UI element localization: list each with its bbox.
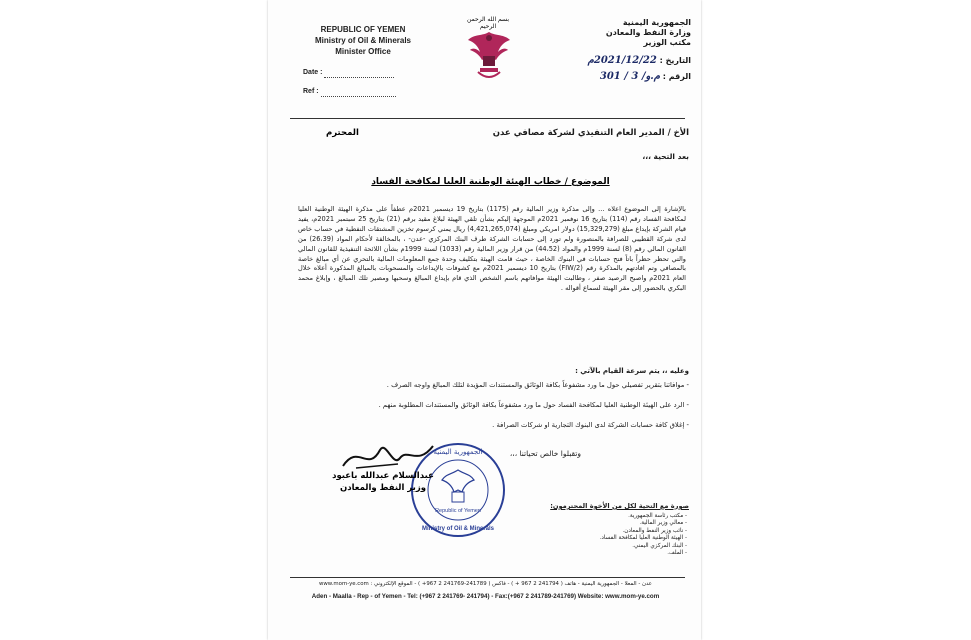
ar-letterhead-line-3: مكتب الوزير — [643, 38, 691, 47]
ref-dotted-line — [321, 89, 396, 97]
closing-line: وتقبلوا خالص تحياتنا ،،، — [509, 449, 581, 458]
letter-body: بالإشارة إلى الموضوع اعلاه ... وإلى مذكرة وزير المالية رقم (1175) بتاريخ 19 ديسمبر 2021م عطفاً على مذكرة الهيئة الوطنية العليا لمكافحة الفساد رقم (114) بتاريخ 16 نوفمبر 2021م الموجهة إليكم بشأن تلقي الهيئة لبلاغ مقيد برقم (21) بتاريخ 25 سبتمبر 2021م، يفيد قيام الشركة بإيداع مبلغ (15,329,279) دولار امريكي ومبلغ (4,421,265,074) ريال يمني كرسوم تخزين المشتقات النفطية في حساب خاص لدى شركة القطيبي للصرافة بالمنصورة ولم تورد إلى حسابات الشركة طرف البنك المركزي -عدن- ، بالمخالفة لأحكام المواد (26،39) من القانون المالي رقم (8) لسنة 1999م والمواد (44،52) من قرار وزير المالية رقم (1033) لسنة 1999م بشأن اللائحة التنفيذية للقانون المالي والتي تحظر حظراً باتاً فتح حسابات في البنوك الخاصة ، حيث قامت الهيئة بتكليف وحدة جمع المعلومات المالية بالتحري عن أي مبالغ خاصة بالمصافي وتم افادتهم بالمذكرة رقم (2/FIW) بتاريخ 10 ديسمبر 2021م مع كشوفات بالإيداعات والمسحوبات بالمبالغ المذكورة أعلاه خلال العام 2021م واصبح الرصيد صفر ، وطالبت الهيئة موافاتهم باسم الشخص الذي قام بإيداع المبالغ وسحبها ومصير تلك المبالغ ، وإبلاغ محمد البكري بالحضور إلى مقر الهيئة لسماع أقواله . — [298, 205, 686, 293]
footer-english: Aden - Maalla - Rep - of Yemen - Tel: (+967 2 241769- 241794) - Fax:(+967 2 241789-241769) Website: www.mom-ye.com — [311, 593, 660, 600]
signatory-name: عبدالسلام عبدالله باعبود — [332, 471, 434, 481]
respect-title: المحترم — [326, 128, 359, 138]
action-item-3: - إغلاق كافة حسابات الشركة لدى البنوك التجارية او شركات الصرافة . — [492, 421, 689, 429]
signatory-title: وزير النفط والمعادن — [339, 483, 427, 493]
cc-list — [547, 513, 687, 557]
action-intro: وعليه ،، يتم سرعة القيام بالآتي : — [575, 367, 689, 375]
addressee: الأخ / المدير العام التنفيذي لشركة مصافي عدن — [492, 128, 689, 138]
english-letterhead — [278, 24, 448, 97]
ar-date-field — [561, 56, 691, 66]
ref-field — [278, 86, 448, 97]
stamp-arabic-text: الجمهورية اليمنية — [433, 448, 483, 456]
arabic-letterhead — [561, 18, 691, 82]
footer-arabic: عدن - المعلا - الجمهورية اليمنية - هاتف ( 241794 2 967 + ) - فاكس ( 241789-241769 2 967+ ) - الموقع الإلكتروني : www.mom-ye.com — [318, 581, 653, 587]
stamp-english-text-2: Ministry of Oil & Minerals — [421, 526, 495, 532]
signatory-block — [328, 470, 438, 494]
ar-ref-label: الرقم : — [662, 72, 691, 81]
cc-title: صورة مع التحية لكل من الأخوة المحترمون: — [550, 502, 689, 510]
ar-letterhead-line-1: الجمهورية اليمنية — [622, 18, 691, 27]
ar-letterhead-line-2: وزارة النفط والمعادن — [605, 28, 691, 37]
cc-item: - نائب وزير النفط والمعادن. — [622, 527, 687, 534]
letterhead-line-1: REPUBLIC OF YEMEN — [320, 25, 406, 34]
cc-item: - الهيئة الوطنية العليا لمكافحة الفساد. — [599, 535, 687, 542]
handwritten-ref: م.و/ 3 / 301 — [599, 71, 660, 82]
ar-ref-field — [561, 72, 691, 82]
cc-item: - مكتب رئاسة الجمهورية. — [628, 513, 687, 519]
letterhead-line-3: Minister Office — [335, 47, 391, 56]
cc-item: - البنك المركزي اليمني. — [632, 542, 687, 549]
letter-page — [268, 0, 701, 640]
action-item-1: - موافاتنا بتقرير تفصيلي حول ما ورد مشفوعاً بكافة الوثائق والمستندات المؤيدة لتلك المبالغ واوجه الصرف . — [386, 381, 689, 389]
yemen-eagle-emblem-icon — [466, 26, 512, 82]
handwritten-date: 2021/12/22م — [587, 55, 657, 66]
subject-line: الموضوع / خطاب الهيئة الوطنية العليا لمكافحة الفساد — [371, 177, 610, 187]
stamp-english-text-1: Republic of Yemen — [435, 508, 481, 514]
date-dotted-line — [324, 70, 394, 78]
basmala: بسم الله الرحمن الرحيم — [466, 16, 510, 30]
action-item-2: - الرد على الهيئة الوطنية العليا لمكافحة الفساد حول ما ورد مشفوعاً بكافة الوثائق والمستندات المطلوبة منهم . — [378, 401, 689, 409]
header-divider — [290, 118, 685, 119]
cc-item: - الملف. — [667, 550, 687, 557]
footer-divider — [290, 577, 685, 578]
cc-item: - معالي وزير المالية. — [639, 520, 687, 527]
date-field — [278, 67, 448, 78]
date-label: Date : — [303, 69, 323, 76]
greeting: بعد التحية ،،، — [642, 152, 689, 161]
ref-label: Ref : — [303, 88, 319, 95]
ar-date-label: التاريخ : — [659, 56, 691, 65]
letterhead-line-2: Ministry of Oil & Minerals — [314, 36, 411, 45]
